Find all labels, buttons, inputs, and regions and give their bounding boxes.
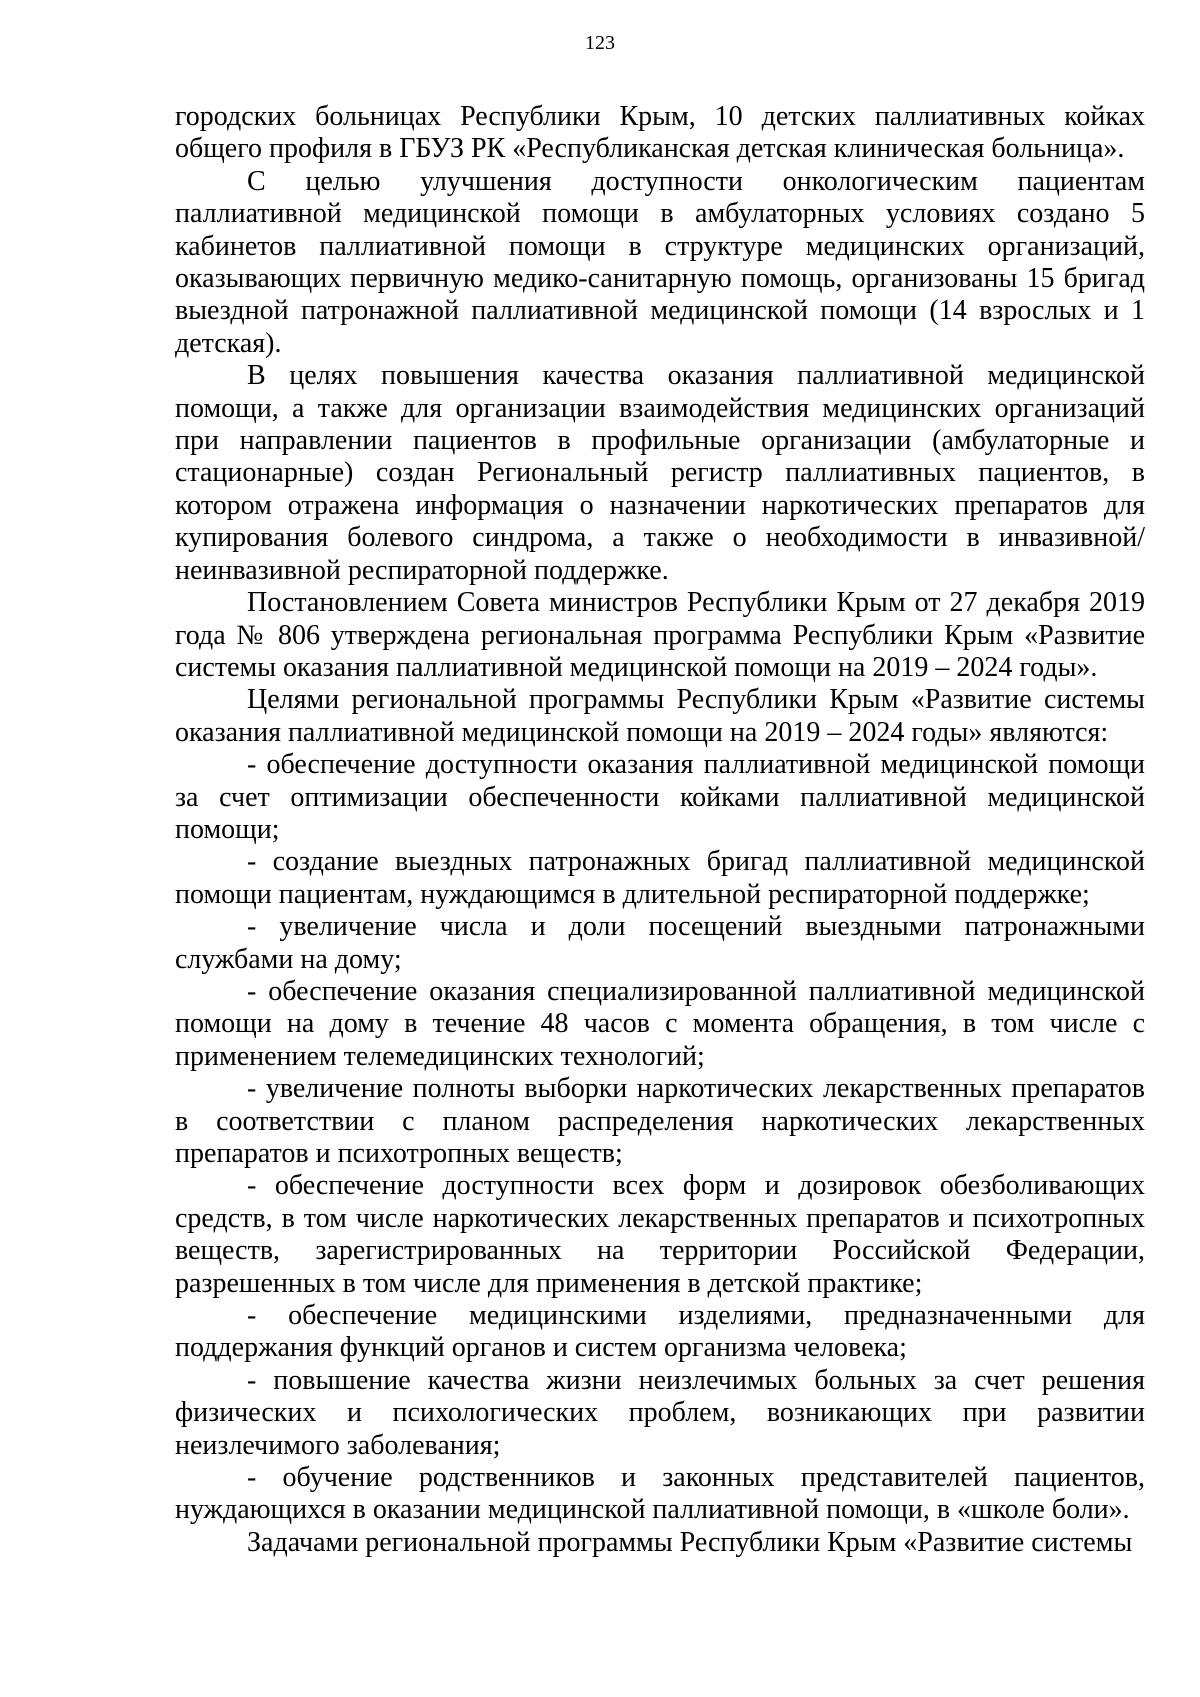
page-number: 123 [585, 32, 615, 54]
goal-list-item: - повышение качества жизни неизлечимых больных за счет решения физических и психологических проблем, возникающих при развитии неизлечимого заболевания; [175, 1364, 1145, 1461]
goal-list-item: - обеспечение оказания специализированной паллиативной медицинской помощи на дому в течение 48 часов с момента обращения, в том числе с применением телемедицинских технологий; [175, 975, 1145, 1072]
goal-list-item: - увеличение полноты выборки наркотических лекарственных препаратов в соответствии с планом распределения наркотических лекарственных препаратов и психотропных веществ; [175, 1073, 1145, 1169]
paragraph-government-decree: Постановлением Совета министров Республики Крым от 27 декабря 2019 года № 806 утверждена региональная программа Республики Крым «Развитие системы оказания паллиативной медицинской помощи на 2019 – 2024 годы». [175, 587, 1145, 683]
paragraph-patient-registry: В целях повышения качества оказания паллиативной медицинской помощи, а также для организации взаимодействия медицинских организаций при направлении пациентов в профильные организации (амбулаторные и стационарные) создан Региональный регистр паллиативных пациентов, в котором отражена информация о назначении наркотических препаратов для купирования болевого синдрома, а также о необходимости в инвазивной/неинвазивной респираторной поддержке. [175, 360, 1145, 586]
goal-list-item: - увеличение числа и доли посещений выездными патронажными службами на дому; [175, 911, 1145, 975]
paragraph-program-tasks-intro: Задачами региональной программы Республики Крым «Развитие системы [247, 1526, 1133, 1558]
body-text [175, 101, 1145, 1559]
paragraph-program-goals-intro: Целями региональной программы Республики Крым «Развитие системы оказания паллиативной медицинской помощи на 2019 – 2024 годы» являются: [175, 684, 1145, 748]
goal-list-item: - обеспечение доступности оказания паллиативной медицинской помощи за счет оптимизации обеспеченности койками паллиативной медицинской помощи; [175, 749, 1145, 845]
goal-list-item: - обеспечение доступности всех форм и дозировок обезболивающих средств, в том числе наркотических лекарственных препаратов и психотропных веществ, зарегистрированных на территории Российской Федерации, разрешенных в том числе для применения в детской практике; [175, 1170, 1145, 1299]
goal-list-item: - обучение родственников и законных представителей пациентов, нуждающихся в оказании медицинской паллиативной помощи, в «школе боли». [175, 1462, 1145, 1526]
paragraph-hospital-beds: городских больницах Республики Крым, 10 детских паллиативных койках общего профиля в ГБУЗ РК «Республиканская детская клиническая больница». [175, 101, 1145, 165]
goal-list-item: - обеспечение медицинскими изделиями, предназначенными для поддержания функций органов и систем организма человека; [175, 1300, 1145, 1364]
paragraph-outpatient-access: С целью улучшения доступности онкологическим пациентам паллиативной медицинской помощи в амбулаторных условиях создано 5 кабинетов паллиативной помощи в структуре медицинских организаций, оказывающих первичную медико-санитарную помощь, организованы 15 бригад выездной патронажной паллиативной медицинской помощи (14 взрослых и 1 детская). [175, 165, 1145, 359]
goal-list-item: - создание выездных патронажных бригад паллиативной медицинской помощи пациентам, нуждающимся в длительной респираторной поддержке; [175, 846, 1145, 910]
